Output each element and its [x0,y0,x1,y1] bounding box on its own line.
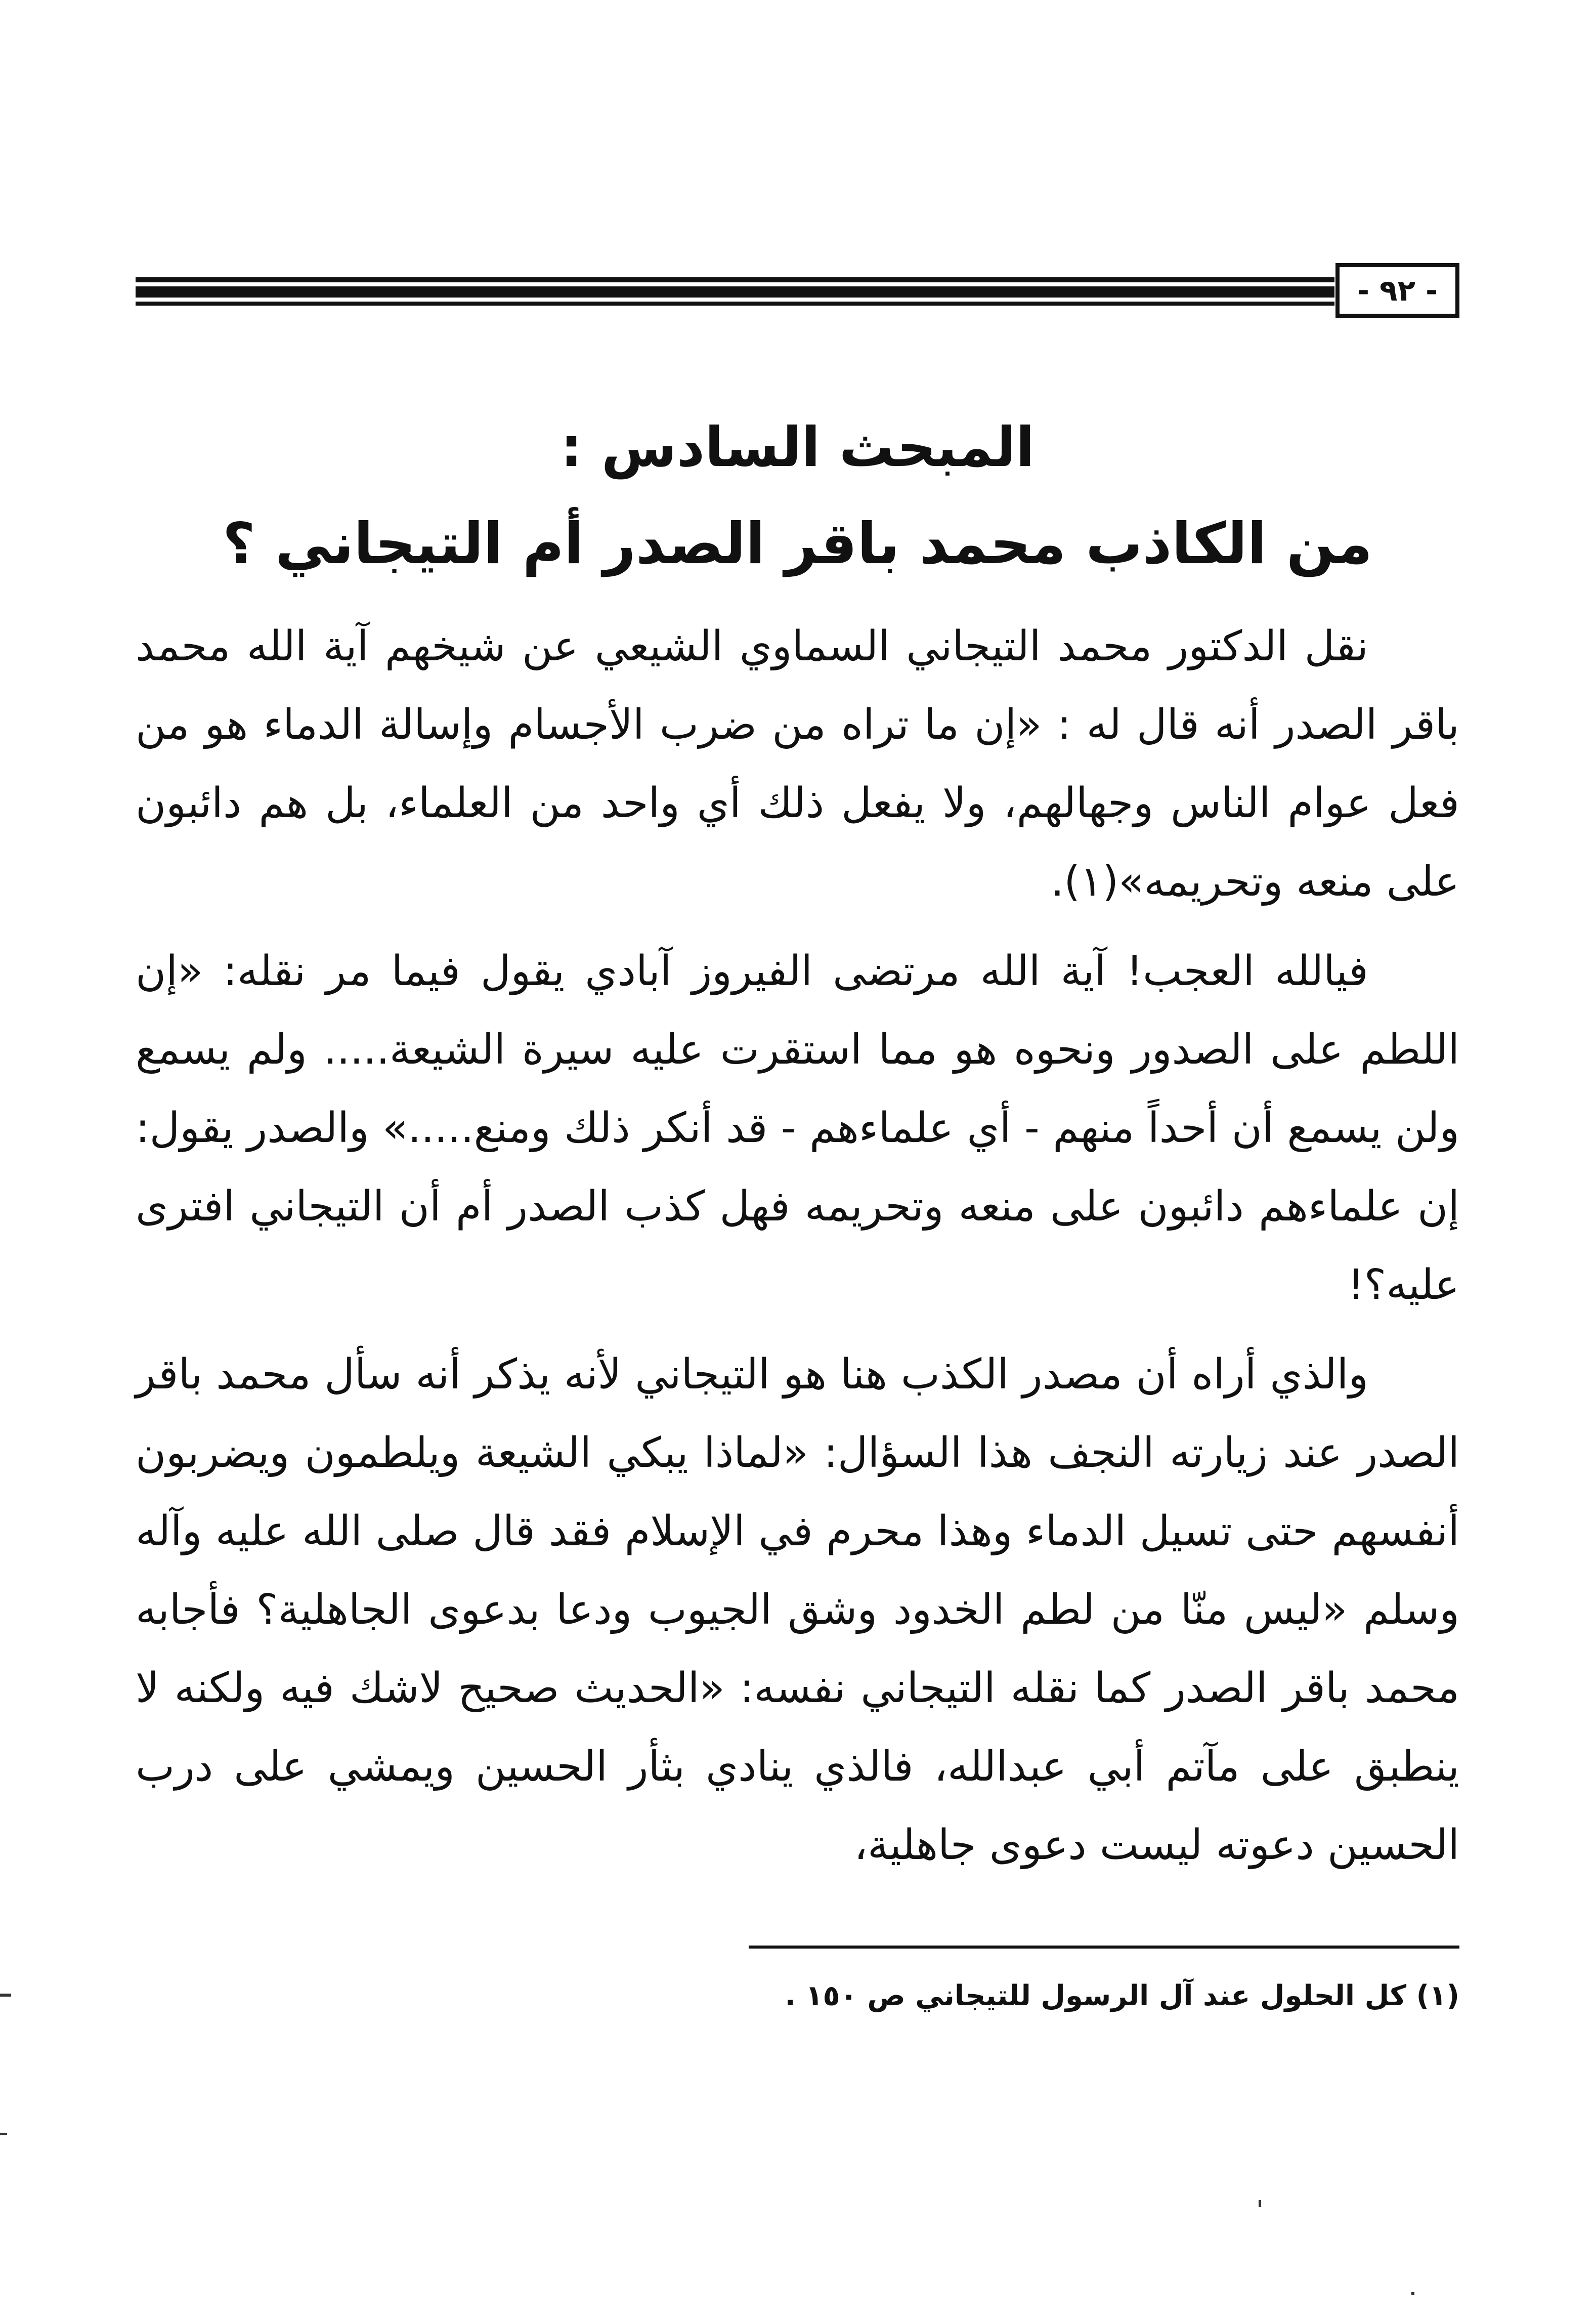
section-title: من الكاذب محمد باقر الصدر أم التيجاني ؟ [222,511,1373,577]
paragraph-1: نقل الدكتور محمد التيجاني السماوي الشيعي عن شيخهم آية الله محمد باقر الصدر أنه قال له : «إن ما تراه من ضرب الأجسام وإسالة الدماء هو من فعل عوام الناس وجهالهم، ولا يفعل ذلك أي واحد من العلماء، بل هم دائبون على منعه وتحريمه»(١). [136,622,1459,906]
scan-mark [0,2133,7,2135]
section-headings [136,400,1459,592]
section-label: المبحث السادس : [560,416,1035,479]
header-rule-thin-top [136,277,1334,282]
header-rule-thick [136,286,1334,298]
paragraph-3: والذي أراه أن مصدر الكذب هنا هو التيجاني لأنه يذكر أنه سأل محمد باقر الصدر عند زيارته النجف هذا السؤال: «لماذا يبكي الشيعة ويلطمون ويضربون أنفسهم حتى تسيل الدماء وهذا محرم في الإسلام فقد قال صلى الله عليه وآله وسلم «ليس منّا من لطم الخدود وشق الجيوب ودعا بدعوى الجاهلية؟ فأجابه محمد باقر الصدر كما نقله التيجاني نفسه: «الحديث صحيح لاشك فيه ولكنه لا ينطبق على مآتم أبي عبدالله، فالذي ينادي بثأر الحسين ويمشي على درب الحسين دعوته ليست دعوى جاهلية، [136,1350,1459,1869]
scan-mark [1259,2200,1261,2207]
header-rule [136,277,1334,308]
paragraph-2: فيالله العجب! آية الله مرتضى الفيروز آبادي يقول فيما مر نقله: «إن اللطم على الصدور ونحوه هو مما استقرت عليه سيرة الشيعة..... ولم يسمع ولن يسمع أن أحداً منهم - أي علماءهم - قد أنكر ذلك ومنع.....» والصدر يقول: إن علماءهم دائبون على منعه وتحريمه فهل كذب الصدر أم أن التيجاني افترى عليه؟! [136,947,1459,1309]
body-text [136,607,1459,1895]
scan-mark [0,1994,11,1997]
page-number: - ٩٢ - [1335,263,1459,318]
footnote-separator [749,1946,1459,1949]
scan-mark [1411,2292,1414,2295]
footnote: (١) كل الحلول عند آل الرسول للتيجاني ص ١٥٠ . [785,1979,1459,2012]
header-rule-thin-bottom [136,302,1334,306]
